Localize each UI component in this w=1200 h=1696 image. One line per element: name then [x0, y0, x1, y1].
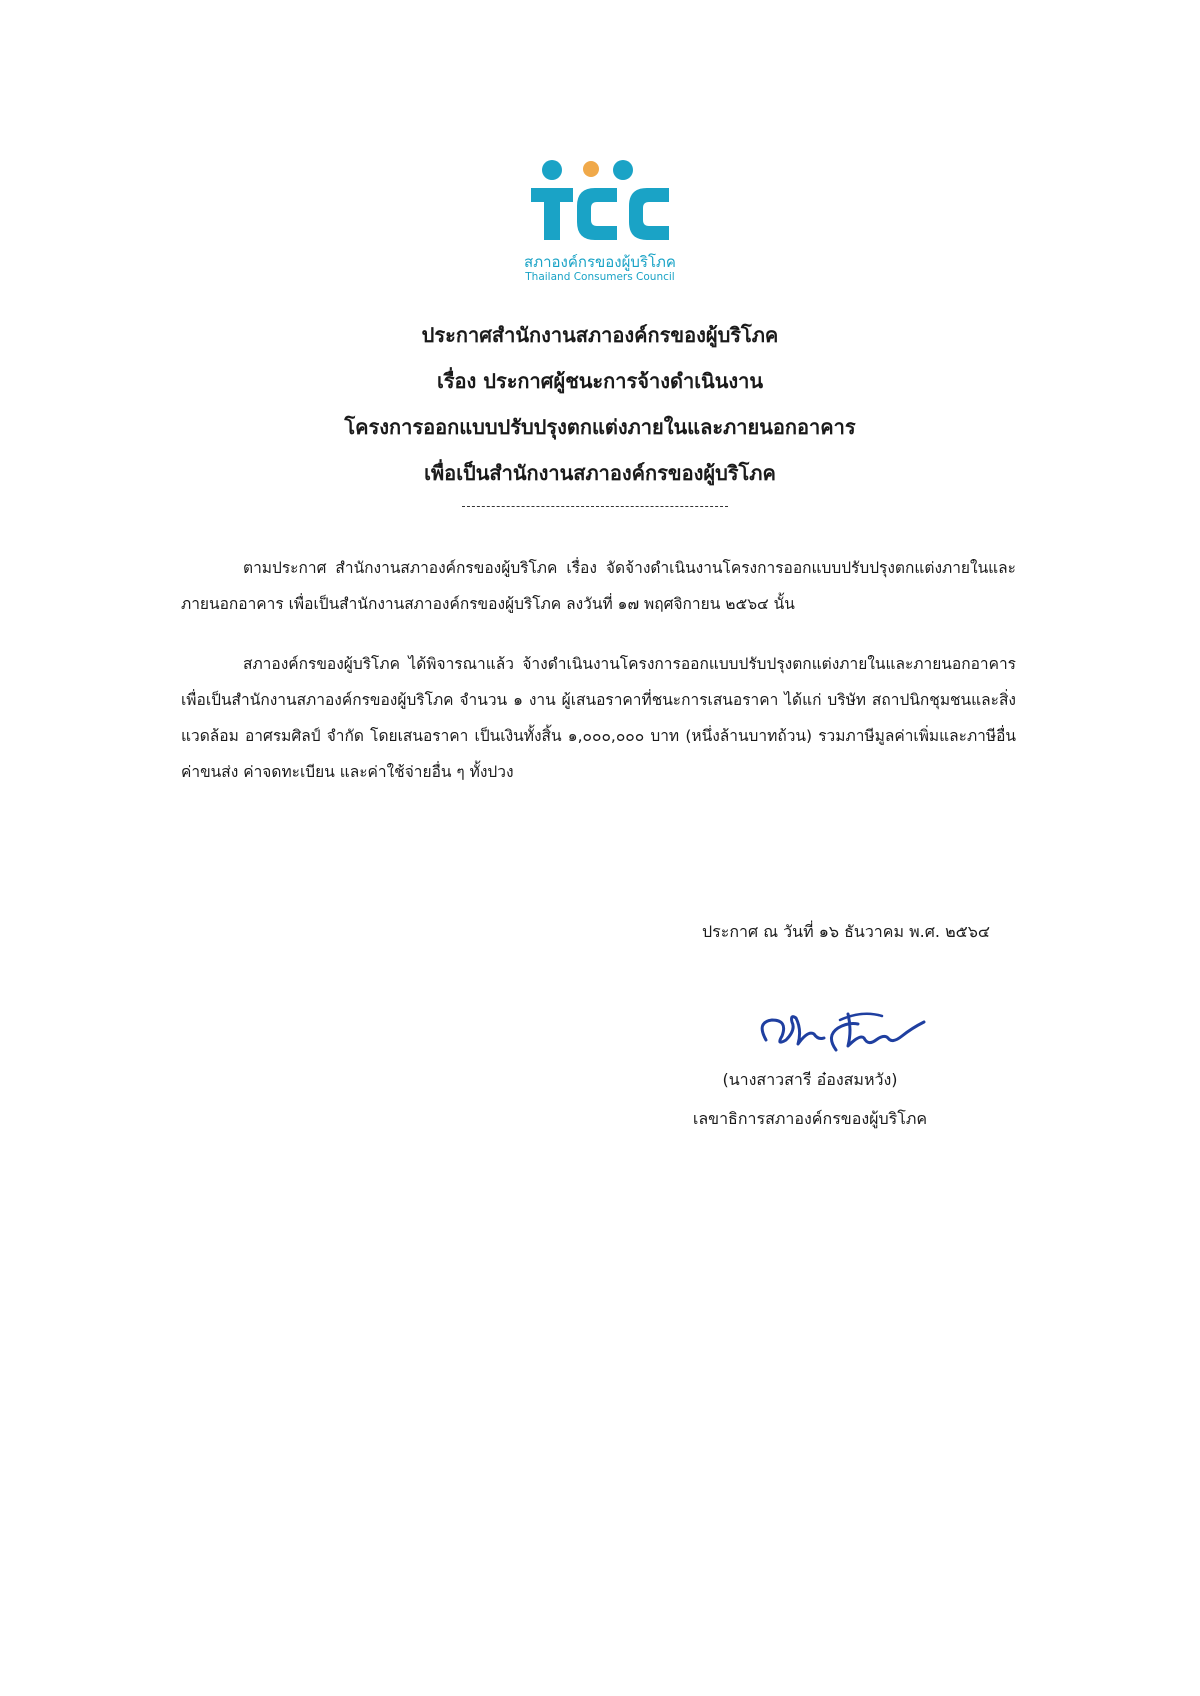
organization-logo: [495, 158, 705, 288]
title-line: เรื่อง ประกาศผู้ชนะการจ้างดำเนินงาน: [436, 369, 764, 393]
signer-position: เลขาธิการสภาองค์กรของผู้บริโภค: [692, 1109, 928, 1128]
logo-name-english: Thailand Consumers Council: [525, 271, 675, 283]
tcc-logo-icon: [525, 158, 675, 240]
body-paragraph: สภาองค์กรของผู้บริโภค ได้พิจารณาแล้ว จ้างดำเนินงานโครงการออกแบบปรับปรุงตกแต่งภายในและภายนอกอาคาร เพื่อเป็นสำนักงานสภาองค์กรของผู้บริโภค จำนวน ๑ งาน ผู้เสนอราคาที่ชนะการเสนอราคา ได้แก่ บริษัท สถาปนิกชุมชนและสิ่งแวดล้อม อาศรมศิลป์ จำกัด โดยเสนอราคา เป็นเงินทั้งสิ้น ๑,๐๐๐,๐๐๐ บาท (หนึ่งล้านบาทถ้วน) รวมภาษีมูลค่าเพิ่มและภาษีอื่น ค่าขนส่ง ค่าจดทะเบียน และค่าใช้จ่ายอื่น ๆ ทั้งปวง: [181, 655, 1016, 781]
title-line: เพื่อเป็นสำนักงานสภาองค์กรของผู้บริโภค: [424, 461, 776, 485]
announcement-date: ประกาศ ณ วันที่ ๑๖ ธันวาคม พ.ศ. ๒๕๖๔: [701, 922, 990, 941]
title-divider: [462, 506, 728, 507]
title-line: ประกาศสำนักงานสภาองค์กรของผู้บริโภค: [421, 323, 779, 347]
title-line: โครงการออกแบบปรับปรุงตกแต่งภายในและภายนอกอาคาร: [344, 415, 856, 439]
logo-name-thai: สภาองค์กรของผู้บริโภค: [524, 253, 676, 271]
signature-icon: [752, 1000, 932, 1062]
announcement-title: [100, 312, 1100, 496]
signer-name: (นางสาวสารี อ๋องสมหวัง): [722, 1070, 898, 1089]
body-paragraph: ตามประกาศ สำนักงานสภาองค์กรของผู้บริโภค เรื่อง จัดจ้างดำเนินงานโครงการออกแบบปรับปรุงตกแต่งภายในและภายนอกอาคาร เพื่อเป็นสำนักงานสภาองค์กรของผู้บริโภค ลงวันที่ ๑๗ พฤศจิกายน ๒๕๖๔ นั้น: [181, 559, 1016, 613]
